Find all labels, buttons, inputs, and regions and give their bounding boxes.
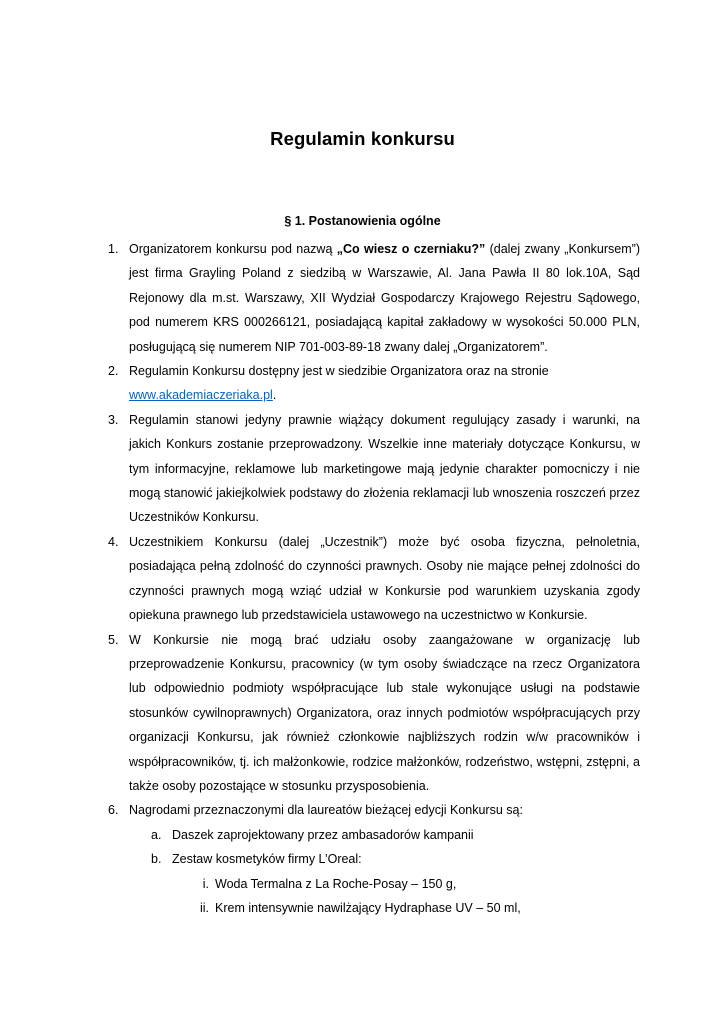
item-number: 3.	[108, 412, 119, 427]
item-number: 6.	[108, 803, 119, 818]
sub-list-item	[151, 847, 640, 871]
item-text	[129, 359, 640, 408]
item-number: 4.	[108, 534, 119, 549]
sub-list-item	[151, 823, 640, 847]
item-text	[129, 237, 640, 359]
list-item	[108, 628, 640, 799]
sub-sub-item-number: i.	[202, 876, 209, 891]
list-item	[108, 408, 640, 530]
item-text: Uczestnikiem Konkursu (dalej „Uczestnik”) może być osoba fizyczna, pełnoletnia, posiadająca pełną zdolność do czynności prawnych. Osoby nie mające pełnej zdolności do czynności prawnych mogą wziąć udział w Konkursie pod warunkiem uzyskania zgody opiekuna prawnego lub przedstawiciela ustawowego na uczestnictwo w Konkursie.	[129, 534, 640, 623]
list-item	[108, 798, 640, 822]
sub-sub-item-number: ii.	[199, 900, 209, 915]
item-text: Nagrodami przeznaczonymi dla laureatów bieżącej edycji Konkursu są:	[129, 803, 523, 818]
sub-item-text: Zestaw kosmetyków firmy L’Oreal:	[172, 852, 362, 867]
sub-item-number: b.	[151, 852, 162, 867]
item-text-part: Regulamin Konkursu dostępny jest w siedzibie Organizatora oraz na stronie	[129, 364, 549, 379]
document-title: Regulamin konkursu	[270, 128, 455, 149]
sub-sub-list-item	[195, 896, 640, 920]
sub-item-number: a.	[151, 827, 162, 842]
website-link[interactable]: www.akademiaczeriaka.pl	[129, 388, 273, 403]
sub-sub-item-text: Krem intensywnie nawilżający Hydraphase UV – 50 ml,	[215, 900, 521, 915]
sub-sub-item-text: Woda Termalna z La Roche-Posay – 150 g,	[215, 876, 457, 891]
item-text: W Konkursie nie mogą brać udziału osoby zaangażowane w organizację lub przeprowadzenie Konkursu, pracownicy (w tym osoby świadczące na rzecz Organizatora lub odpowiednio podmioty współpracujące lub stale wykonujące usługi na podstawie stosunków cywilnoprawnych) Organizatora, oraz innych podmiotów współpracujących przy organizacji Konkursu, jak również członkowie najbliższych rodzin w/w pracowników i współpracowników, tj. ich małżonkowie, rodzice małżonków, rodzeństwo, wstępni, zstępni, a także osoby pozostające w stosunku przysposobienia.	[129, 632, 640, 793]
item-number: 5.	[108, 632, 119, 647]
item-text-part: Organizatorem konkursu pod nazwą	[129, 242, 337, 256]
sub-sub-list-item	[195, 872, 640, 896]
item-number: 1.	[108, 242, 119, 256]
item-text: Regulamin stanowi jedyny prawnie wiążący dokument regulujący zasady i warunki, na jakich Konkurs zostanie przeprowadzony. Wszelkie inne materiały dotyczące Konkursu, w tym informacyjne, reklamowe lub marketingowe mają jedynie charakter pomocniczy i nie mogą stanowić jakiejkolwiek podstawy do złożenia reklamacji lub wnoszenia roszczeń przez Uczestników Konkursu.	[129, 412, 640, 525]
item-text-part: (dalej zwany „Konkursem”) jest firma Grayling Poland z siedzibą w Warszawie, Al. Jana Pawła II 80 lok.10A, Sąd Rejonowy dla m.st. Warszawy, XII Wydział Gospodarczy Krajowego Rejestru Sądowego, pod numerem KRS 000266121, posiadającą kapitał zakładowy w wysokości 50.000 PLN, posługującą się numerem NIP 701-003-89-18 zwany dalej „Organizatorem”.	[129, 242, 640, 354]
sub-item-text: Daszek zaprojektowany przez ambasadorów kampanii	[172, 827, 474, 842]
regulations-list	[108, 237, 640, 920]
list-item	[108, 237, 640, 359]
contest-name: „Co wiesz o czerniaku?”	[336, 242, 486, 256]
list-item	[108, 359, 640, 408]
section-heading: § 1. Postanowienia ogólne	[284, 214, 441, 228]
list-item	[108, 530, 640, 628]
item-number: 2.	[108, 364, 119, 379]
item-text-part: .	[272, 388, 277, 403]
